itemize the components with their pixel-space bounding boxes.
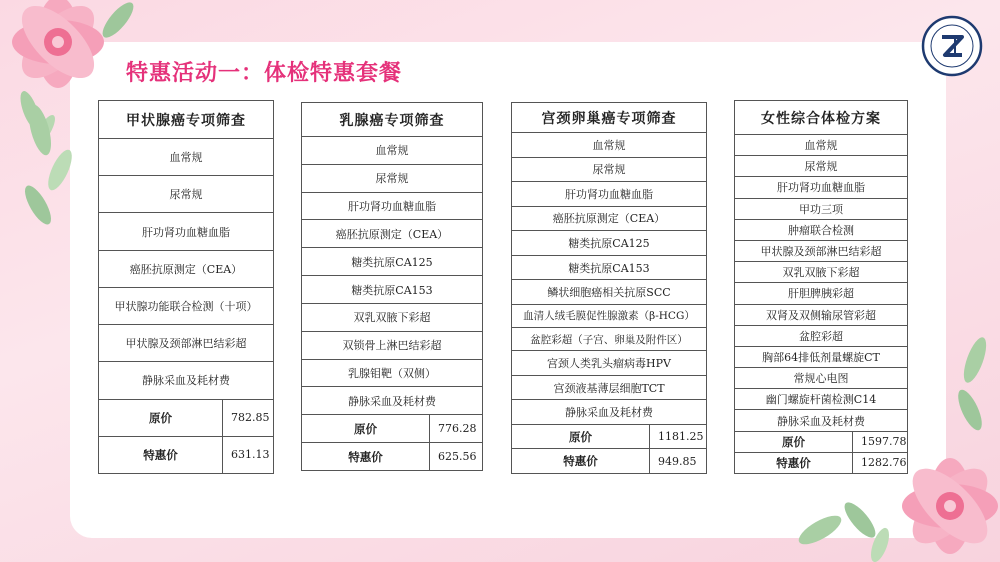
package-table-cervical-ovarian xyxy=(511,102,707,474)
original-price-label: 原价 xyxy=(512,424,650,449)
special-price: 631.13 xyxy=(223,436,274,473)
special-price: 949.85 xyxy=(650,449,707,474)
package-item: 乳腺钼靶（双侧） xyxy=(302,359,483,387)
package-item: 尿常规 xyxy=(99,176,274,213)
package-item: 糖类抗原CA125 xyxy=(512,231,707,256)
package-item: 血常规 xyxy=(302,137,483,165)
package-table-breast xyxy=(301,102,483,471)
package-item: 癌胚抗原测定（CEA） xyxy=(302,220,483,248)
special-price-label: 特惠价 xyxy=(99,436,223,473)
package-item: 甲状腺及颈部淋巴结彩超 xyxy=(99,325,274,362)
package-title: 乳腺癌专项筛查 xyxy=(302,103,483,137)
special-price: 625.56 xyxy=(430,443,483,471)
leaf-left-icon xyxy=(10,100,80,240)
package-item: 幽门螺旋杆菌检测C14 xyxy=(735,389,908,410)
package-item: 静脉采血及耗材费 xyxy=(512,400,707,425)
package-item: 盆腔彩超（子宫、卵巢及附件区） xyxy=(512,328,707,351)
package-title: 女性综合体检方案 xyxy=(735,101,908,135)
package-item: 双乳双腋下彩超 xyxy=(735,262,908,283)
package-item: 尿常规 xyxy=(735,156,908,177)
special-price: 1282.76 xyxy=(853,452,908,473)
package-title: 宫颈卵巢癌专项筛查 xyxy=(512,103,707,133)
package-item: 血常规 xyxy=(99,139,274,176)
package-item: 血常规 xyxy=(735,135,908,156)
package-item: 静脉采血及耗材费 xyxy=(302,387,483,415)
package-item: 糖类抗原CA125 xyxy=(302,248,483,276)
package-item: 癌胚抗原测定（CEA） xyxy=(99,250,274,287)
original-price: 1597.78 xyxy=(853,431,908,452)
package-item: 宫颈人类乳头瘤病毒HPV xyxy=(512,351,707,376)
package-item: 尿常规 xyxy=(302,164,483,192)
package-item: 甲状腺功能联合检测（十项） xyxy=(99,287,274,324)
package-item: 血清人绒毛膜促性腺激素（β-HCG） xyxy=(512,304,707,327)
package-item: 静脉采血及耗材费 xyxy=(99,362,274,399)
package-item: 血常规 xyxy=(512,133,707,158)
package-item: 肝功肾功血糖血脂 xyxy=(99,213,274,250)
hospital-logo xyxy=(921,15,983,77)
package-item: 肝胆脾胰彩超 xyxy=(735,283,908,304)
special-price-label: 特惠价 xyxy=(735,452,853,473)
package-item: 静脉采血及耗材费 xyxy=(735,410,908,431)
special-price-label: 特惠价 xyxy=(302,443,430,471)
package-item: 鳞状细胞癌相关抗原SCC xyxy=(512,280,707,305)
package-item: 肝功肾功血糖血脂 xyxy=(735,177,908,198)
original-price-label: 原价 xyxy=(735,431,853,452)
package-table-women-comprehensive xyxy=(734,100,908,474)
original-price: 782.85 xyxy=(223,399,274,436)
original-price: 776.28 xyxy=(430,415,483,443)
package-title: 甲状腺癌专项筛查 xyxy=(99,101,274,139)
original-price-label: 原价 xyxy=(99,399,223,436)
flower-right-icon xyxy=(945,330,1000,440)
package-item: 肿瘤联合检测 xyxy=(735,219,908,240)
package-item: 胸部64排低剂量螺旋CT xyxy=(735,346,908,367)
package-item: 糖类抗原CA153 xyxy=(302,276,483,304)
leaf-bottom-right-icon xyxy=(790,480,900,562)
package-item: 双锁骨上淋巴结彩超 xyxy=(302,331,483,359)
package-item: 常规心电图 xyxy=(735,368,908,389)
package-item: 肝功肾功血糖血脂 xyxy=(512,182,707,207)
page-title: 特惠活动一：体检特惠套餐 xyxy=(126,61,403,86)
package-table-thyroid xyxy=(98,100,274,474)
original-price: 1181.25 xyxy=(650,424,707,449)
original-price-label: 原价 xyxy=(302,415,430,443)
special-price-label: 特惠价 xyxy=(512,449,650,474)
package-item: 尿常规 xyxy=(512,157,707,182)
package-item: 宫颈液基薄层细胞TCT xyxy=(512,375,707,400)
package-item: 盆腔彩超 xyxy=(735,325,908,346)
package-item: 甲功三项 xyxy=(735,198,908,219)
package-item: 癌胚抗原测定（CEA） xyxy=(512,206,707,231)
package-item: 肝功肾功血糖血脂 xyxy=(302,192,483,220)
package-item: 双肾及双侧输尿管彩超 xyxy=(735,304,908,325)
package-item: 糖类抗原CA153 xyxy=(512,255,707,280)
package-item: 甲状腺及颈部淋巴结彩超 xyxy=(735,240,908,261)
package-item: 双乳双腋下彩超 xyxy=(302,303,483,331)
